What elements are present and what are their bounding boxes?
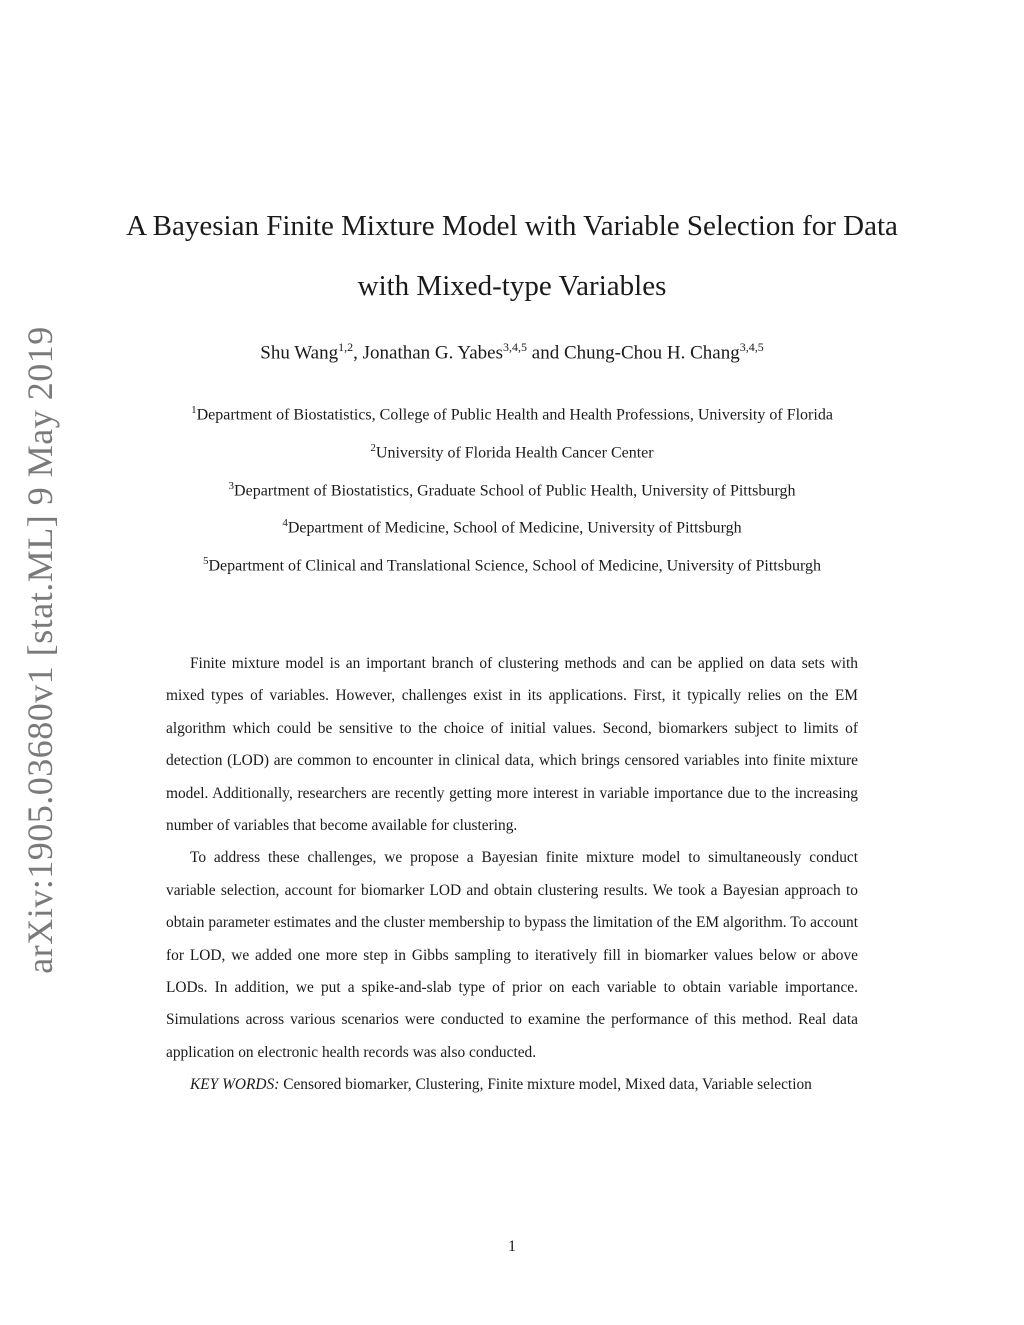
abstract-paragraph-1: Finite mixture model is an important branch of clustering methods and can be applied on data sets with mixed types of variables. However, challenges exist in its applications. First, it typically relies on the EM algorithm which could be sensitive to the choice of initial values. Second, biomarkers subject to limits of detection (LOD) are common to encounter in clinical data, which brings censored variables into finite mixture model. Additionally, researchers are recently getting more interest in variable importance due to the increasing number of variables that become available for clustering.	[166, 655, 858, 835]
keywords-text: Censored biomarker, Clustering, Finite mixture model, Mixed data, Variable selection	[279, 1076, 812, 1094]
affiliation-item	[100, 507, 924, 545]
affiliation-number: 4	[282, 517, 288, 530]
affiliation-number: 3	[228, 479, 235, 492]
keywords	[166, 1069, 858, 1101]
paper-title	[100, 196, 924, 316]
author-affiliation-marker: 3,4,5	[503, 340, 528, 354]
author-affiliation-marker: 3,4,5	[739, 340, 764, 354]
arxiv-identifier-stamp: arXiv:1905.03680v1 [stat.ML] 9 May 2019	[20, 326, 60, 974]
author-name: Chung-Chou H. Chang	[563, 342, 740, 364]
affiliation-text: Department of Medicine, School of Medicine, University of Pittsburgh	[287, 519, 742, 537]
abstract	[166, 648, 858, 1102]
author-separator: and	[527, 342, 564, 364]
affiliation-number: 1	[191, 404, 197, 416]
affiliation-item	[100, 432, 924, 470]
author-separator: ,	[353, 342, 363, 364]
affiliation-item	[100, 394, 924, 432]
affiliation-number: 2	[370, 441, 376, 454]
page-number: 1	[508, 1238, 516, 1255]
affiliation-text: Department of Clinical and Translational Science, School of Medicine, University of Pittsburgh	[208, 557, 821, 575]
abstract-paragraph-2: To address these challenges, we propose a Bayesian finite mixture model to simultaneously conduct variable selection, account for biomarker LOD and obtain clustering results. We took a Bayesian approach to obtain parameter estimates and the cluster membership to bypass the limitation of the EM algorithm. To account for LOD, we added one more step in Gibbs sampling to iteratively fill in biomarker values below or above LODs. In addition, we put a spike-and-slab type of prior on each variable to obtain variable importance. Simulations across various scenarios were conducted to examine the performance of this method. Real data application on electronic health records was also conducted.	[166, 849, 858, 1061]
affiliation-number: 5	[203, 555, 209, 568]
author-affiliation-marker: 1,2	[338, 340, 354, 354]
affiliation-text: University of Florida Health Cancer Center	[375, 444, 654, 462]
keywords-label: KEY WORDS:	[190, 1076, 280, 1094]
affiliation-item	[100, 545, 924, 583]
affiliation-item	[100, 470, 924, 508]
author-name: Jonathan G. Yabes	[362, 342, 504, 364]
paper-title-line-2: with Mixed-type Variables	[357, 270, 667, 302]
affiliation-list	[100, 394, 924, 583]
affiliation-text: Department of Biostatistics, Graduate School of Public Health, University of Pittsburgh	[234, 481, 796, 499]
author-name: Shu Wang	[260, 342, 339, 364]
affiliation-text: Department of Biostatistics, College of Public Health and Health Professions, University of Florida	[196, 406, 833, 424]
author-list	[100, 340, 924, 364]
paper-title-line-1: A Bayesian Finite Mixture Model with Variable Selection for Data	[126, 210, 898, 242]
